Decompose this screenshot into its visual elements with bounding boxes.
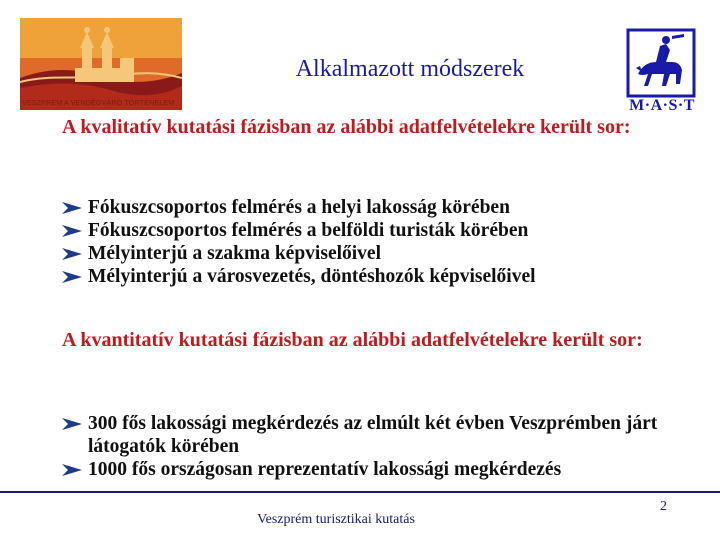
- mast-logo-text: M·A·S·T: [629, 97, 695, 114]
- list-item-text: Mélyinterjú a szakma képviselőivel: [88, 243, 382, 264]
- arrow-bullet-icon: [62, 225, 82, 237]
- mast-horseman-logo-icon: [626, 28, 696, 98]
- qualitative-heading: A kvalitatív kutatási fázisban az alábbi adatfelvételekre került sor:: [62, 116, 631, 138]
- list-item-text: Mélyinterjú a városvezetés, döntéshozók képviselőivel: [88, 266, 536, 287]
- footer-divider: [0, 491, 720, 493]
- quantitative-heading: A kvantitatív kutatási fázisban az alábbi adatfelvételekre került sor:: [62, 329, 643, 351]
- slide-title: Alkalmazott módszerek: [295, 56, 525, 82]
- list-item: [62, 219, 682, 242]
- footer-text: Veszprém turisztikai kutatás: [257, 512, 415, 527]
- arrow-bullet-icon: [62, 248, 82, 260]
- arrow-bullet-icon: [62, 418, 82, 430]
- page-number: 2: [660, 499, 667, 514]
- list-item-text: 1000 fős országosan reprezentatív lakossági megkérdezés: [88, 459, 562, 480]
- arrow-bullet-icon: [62, 464, 82, 476]
- list-item-text: Fókuszcsoportos felmérés a helyi lakosság körében: [88, 197, 510, 218]
- list-item: [62, 196, 682, 219]
- arrow-bullet-icon: [62, 202, 82, 214]
- list-item: [62, 265, 682, 288]
- left-logo-caption: VESZPRÉM A VENDÉGVÁRÓ TÖRTÉNELEM: [22, 98, 175, 107]
- list-item: [62, 412, 682, 458]
- arrow-bullet-icon: [62, 271, 82, 283]
- list-item-text: 300 fős lakossági megkérdezés az elmúlt két évben Veszprémben járt látogatók körében: [88, 413, 658, 457]
- list-item-text: Fókuszcsoportos felmérés a belföldi turisták körében: [88, 220, 529, 241]
- quantitative-list: [62, 412, 682, 481]
- list-item: [62, 458, 682, 481]
- qualitative-list: [62, 196, 682, 288]
- list-item: [62, 242, 682, 265]
